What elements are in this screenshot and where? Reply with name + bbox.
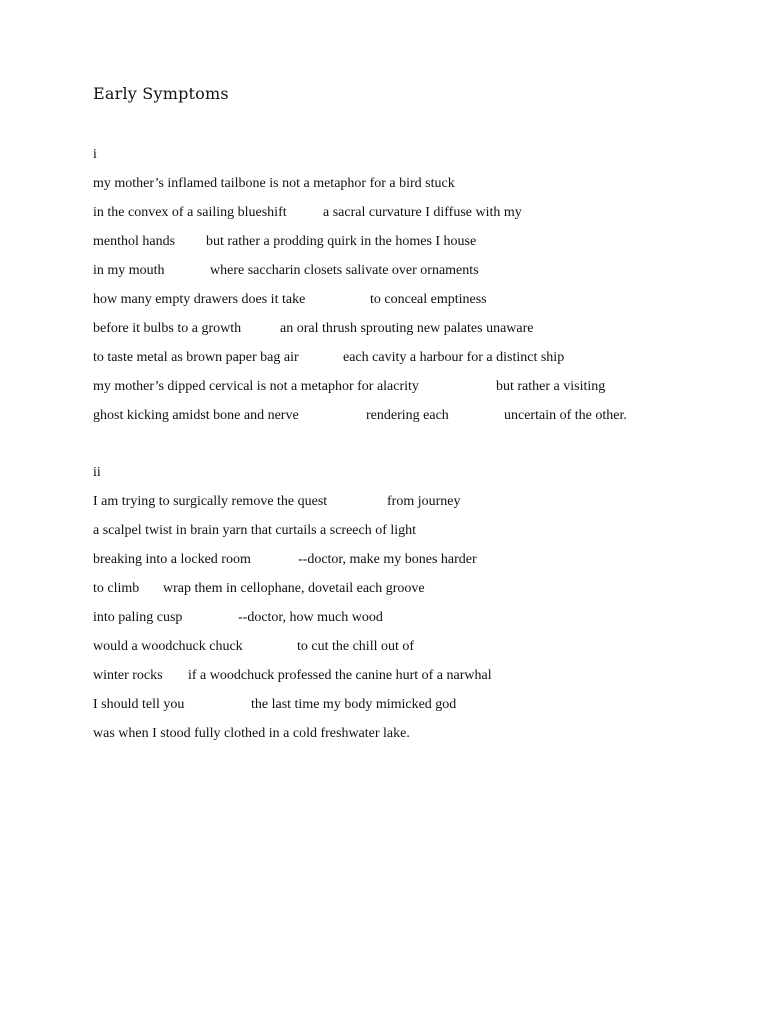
poem-title: Early Symptoms <box>93 84 229 103</box>
line-segment: ghost kicking amidst bone and nerve <box>93 408 299 423</box>
poem-line <box>93 407 627 436</box>
poem-line <box>93 667 492 696</box>
poem-line <box>93 522 492 551</box>
line-segment: a sacral curvature I diffuse with my <box>323 205 522 220</box>
section-number: ii <box>93 465 101 480</box>
line-segment: before it bulbs to a growth <box>93 321 242 336</box>
line-segment: wrap them in cellophane, dovetail each groove <box>163 581 425 596</box>
line-segment: breaking into a locked room <box>93 552 251 567</box>
section-ii <box>93 464 492 754</box>
poem-line <box>93 204 627 233</box>
line-segment: to cut the chill out of <box>297 639 415 654</box>
line-segment: if a woodchuck professed the canine hurt of a narwhal <box>188 668 492 683</box>
poem-line <box>93 580 492 609</box>
line-segment: --doctor, make my bones harder <box>298 552 477 567</box>
line-segment: winter rocks <box>93 668 163 683</box>
line-segment: to climb <box>93 581 140 596</box>
line-segment: where saccharin closets salivate over ornaments <box>210 263 479 278</box>
poem-line <box>93 320 627 349</box>
poem-line <box>93 725 492 754</box>
line-segment: I am trying to surgically remove the quest <box>93 494 328 509</box>
line-segment: was when I stood fully clothed in a cold freshwater lake. <box>93 726 410 741</box>
poem-line <box>93 638 492 667</box>
line-segment: each cavity a harbour for a distinct ship <box>343 350 565 365</box>
section-i <box>93 146 627 436</box>
poem-line <box>93 696 492 725</box>
poem-line <box>93 551 492 580</box>
poem-line <box>93 175 627 204</box>
line-segment: but rather a prodding quirk in the homes I house <box>206 234 477 249</box>
line-segment: menthol hands <box>93 234 176 249</box>
section-number: i <box>93 147 97 162</box>
line-segment: in the convex of a sailing blueshift <box>93 205 287 220</box>
line-segment: an oral thrush sprouting new palates unaware <box>280 321 534 336</box>
line-segment: uncertain of the other. <box>504 408 627 423</box>
line-segment: to conceal emptiness <box>370 292 487 307</box>
line-segment: but rather a visiting <box>496 379 606 394</box>
poem-line <box>93 262 627 291</box>
line-segment: I should tell you <box>93 697 185 712</box>
line-segment: a scalpel twist in brain yarn that curtails a screech of light <box>93 523 417 538</box>
line-segment: rendering each <box>366 408 449 423</box>
line-segment: would a woodchuck chuck <box>93 639 243 654</box>
poem-line <box>93 291 627 320</box>
line-segment: in my mouth <box>93 263 165 278</box>
line-segment: my mother’s dipped cervical is not a metaphor for alacrity <box>93 379 419 394</box>
line-segment: into paling cusp <box>93 610 183 625</box>
poem-line <box>93 233 627 262</box>
line-segment: the last time my body mimicked god <box>251 697 457 712</box>
line-segment: --doctor, how much wood <box>238 610 383 625</box>
poem-line <box>93 349 627 378</box>
poem-line <box>93 609 492 638</box>
line-segment: to taste metal as brown paper bag air <box>93 350 299 365</box>
poem-line <box>93 493 492 522</box>
line-segment: my mother’s inflamed tailbone is not a metaphor for a bird stuck <box>93 176 455 191</box>
poem-line <box>93 378 627 407</box>
line-segment: how many empty drawers does it take <box>93 292 306 307</box>
line-segment: from journey <box>387 494 461 509</box>
